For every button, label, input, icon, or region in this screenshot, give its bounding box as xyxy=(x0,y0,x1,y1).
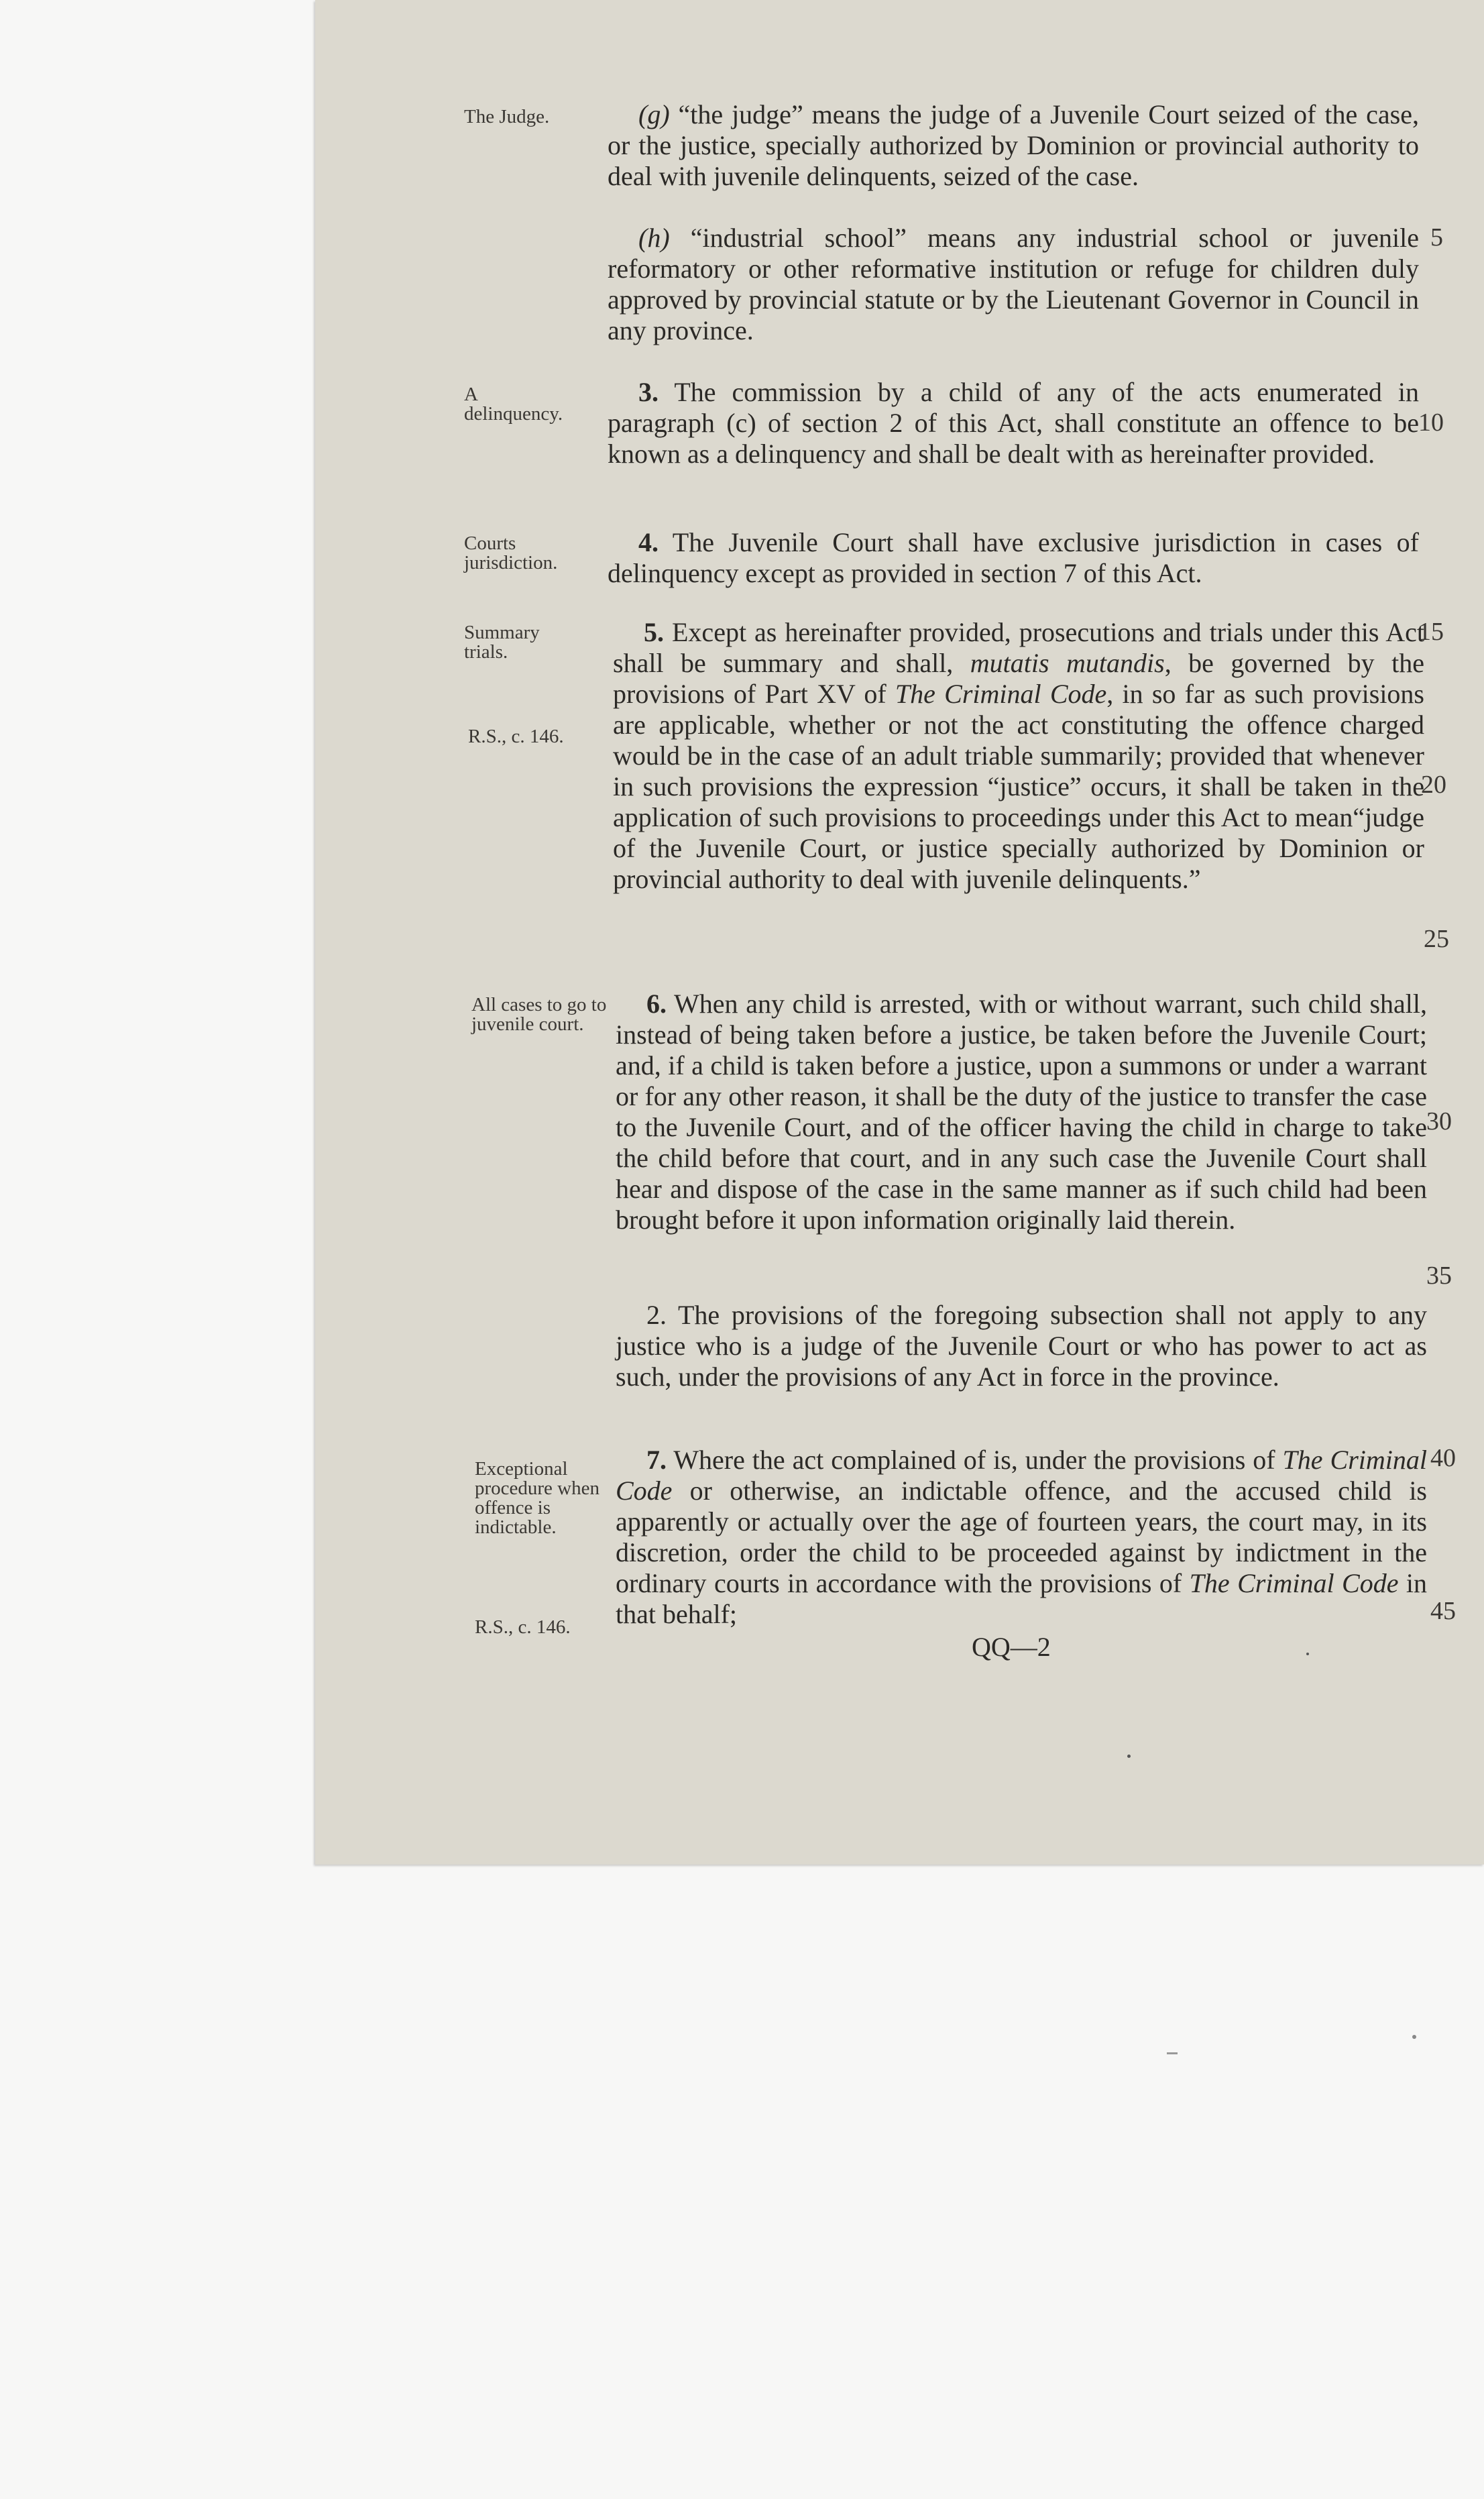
clause-h xyxy=(608,223,1419,346)
section-7-text-3: in that behalf; xyxy=(616,1568,1427,1629)
section-4-text: The Juvenile Court shall have exclusive jurisdiction in cases of delinquency except as provided in section 7 of this Act. xyxy=(608,527,1419,588)
margin-note-exceptional-procedure: Exceptional procedure when offence is indictable. xyxy=(475,1458,600,1538)
margin-note-summary-trials: Summary trials. xyxy=(464,622,540,663)
line-number-25: 25 xyxy=(1424,925,1449,953)
margin-note-judge: The Judge. xyxy=(464,106,550,127)
section-6-subsection-2: 2. The provisions of the foregoing subsection shall not apply to any justice who is a judge of the Juvenile Court or who has power to act as such, under the provisions of any Act in force in the province. xyxy=(616,1300,1427,1392)
scan-speck xyxy=(1412,2035,1416,2039)
section-4 xyxy=(608,527,1419,589)
margin-note-rs-c146: R.S., c. 146. xyxy=(468,726,564,747)
section-5-text-3: , in so far as such provisions are applicable, whether or not the act constituting the offence charged would be in the case of an adult triable summarily; provided that whenever in such provisions the expression “justice” occurs, it shall be taken in the application of such provisions to proceedings under this Act to mean“judge of the Juvenile Court, or justice specially authorized by Dominion or provincial authority to deal with juvenile delinquents.” xyxy=(613,679,1425,894)
line-number-10: 10 xyxy=(1418,408,1444,437)
scan-mark xyxy=(1167,2052,1178,2054)
section-6-number: 6. xyxy=(646,989,667,1019)
section-6-text: When any child is arrested, with or without warrant, such child shall, instead of being taken before a justice, be taken before the Juvenile Court; and, if a child is taken before a justice, upon a summons or under a warrant or for any other reason, it shall be the duty of the justice to transfer the case to the Juvenile Court, and of the officer having the child in charge to take the child before that court, and in any such case the Juvenile Court shall hear and dispose of the case in the same manner as if such child had been brought before it upon information originally laid therein. xyxy=(616,989,1427,1235)
clause-h-text: “industrial school” means any industrial school or juvenile reformatory or other reformative institution or refuge for children duly approved by provincial statute or by the Lieutenant Governor in Council in any province. xyxy=(608,223,1420,345)
clause-g xyxy=(608,99,1419,192)
margin-note-delinquency: A delinquency. xyxy=(464,384,563,425)
section-5-code: The Criminal Code xyxy=(895,679,1107,709)
section-3-text: The commission by a child of any of the acts enumerated in paragraph (c) of section 2 of this Act, shall constitute an offence to be known as a delinquency and shall be dealt with as hereinafter provided. xyxy=(608,377,1419,469)
section-7 xyxy=(616,1445,1427,1630)
clause-h-label: (h) xyxy=(638,223,670,253)
section-5 xyxy=(613,617,1424,895)
section-5-mutatis: mutatis mutandis xyxy=(970,648,1165,678)
section-7-number: 7. xyxy=(646,1445,667,1475)
line-number-15: 15 xyxy=(1418,618,1444,646)
section-7-text-2: or otherwise, an indictable offence, and the accused child is apparently or actually over the age of fourteen years, the court may, in its discretion, order the child to be proceeded against by indictment in the ordinary courts in accordance with the provisions of xyxy=(616,1476,1427,1598)
section-5-text-1: Except as hereinafter provided, prosecutions and trials under this Act shall be summary and shall, xyxy=(613,617,1425,678)
page-footer: QQ—2 xyxy=(972,1632,1051,1662)
line-number-5: 5 xyxy=(1430,223,1443,252)
document-page xyxy=(315,0,1484,1865)
margin-note-rs-c146-second: R.S., c. 146. xyxy=(475,1616,571,1638)
section-5-number: 5. xyxy=(644,617,664,647)
section-3 xyxy=(608,377,1419,469)
clause-g-text: “the judge” means the judge of a Juvenile Court seized of the case, or the justice, specially authorized by Dominion or provincial authority to deal with juvenile delinquents, seized of the case. xyxy=(608,99,1420,191)
section-5-text-2: , be governed by the provisions of Part XV of xyxy=(613,648,1424,709)
section-7-text-1: Where the act complained of is, under the provisions of xyxy=(673,1445,1283,1475)
line-number-30: 30 xyxy=(1426,1107,1452,1135)
section-3-number: 3. xyxy=(638,377,659,407)
line-number-20: 20 xyxy=(1421,771,1446,799)
section-4-number: 4. xyxy=(638,527,659,557)
paper-speck xyxy=(1127,1755,1131,1758)
line-number-45: 45 xyxy=(1430,1597,1456,1625)
line-number-35: 35 xyxy=(1426,1262,1452,1290)
margin-note-courts-jurisdiction: Courts jurisdiction. xyxy=(464,533,558,573)
paper-speck xyxy=(1306,1653,1309,1655)
section-7-code-1: The Criminal Code xyxy=(616,1445,1427,1506)
section-7-code-2: The Criminal Code xyxy=(1189,1568,1399,1598)
line-number-40: 40 xyxy=(1430,1444,1456,1472)
margin-note-all-cases: All cases to go to juvenile court. xyxy=(471,994,607,1035)
section-6 xyxy=(616,989,1427,1235)
clause-g-label: (g) xyxy=(638,99,670,129)
